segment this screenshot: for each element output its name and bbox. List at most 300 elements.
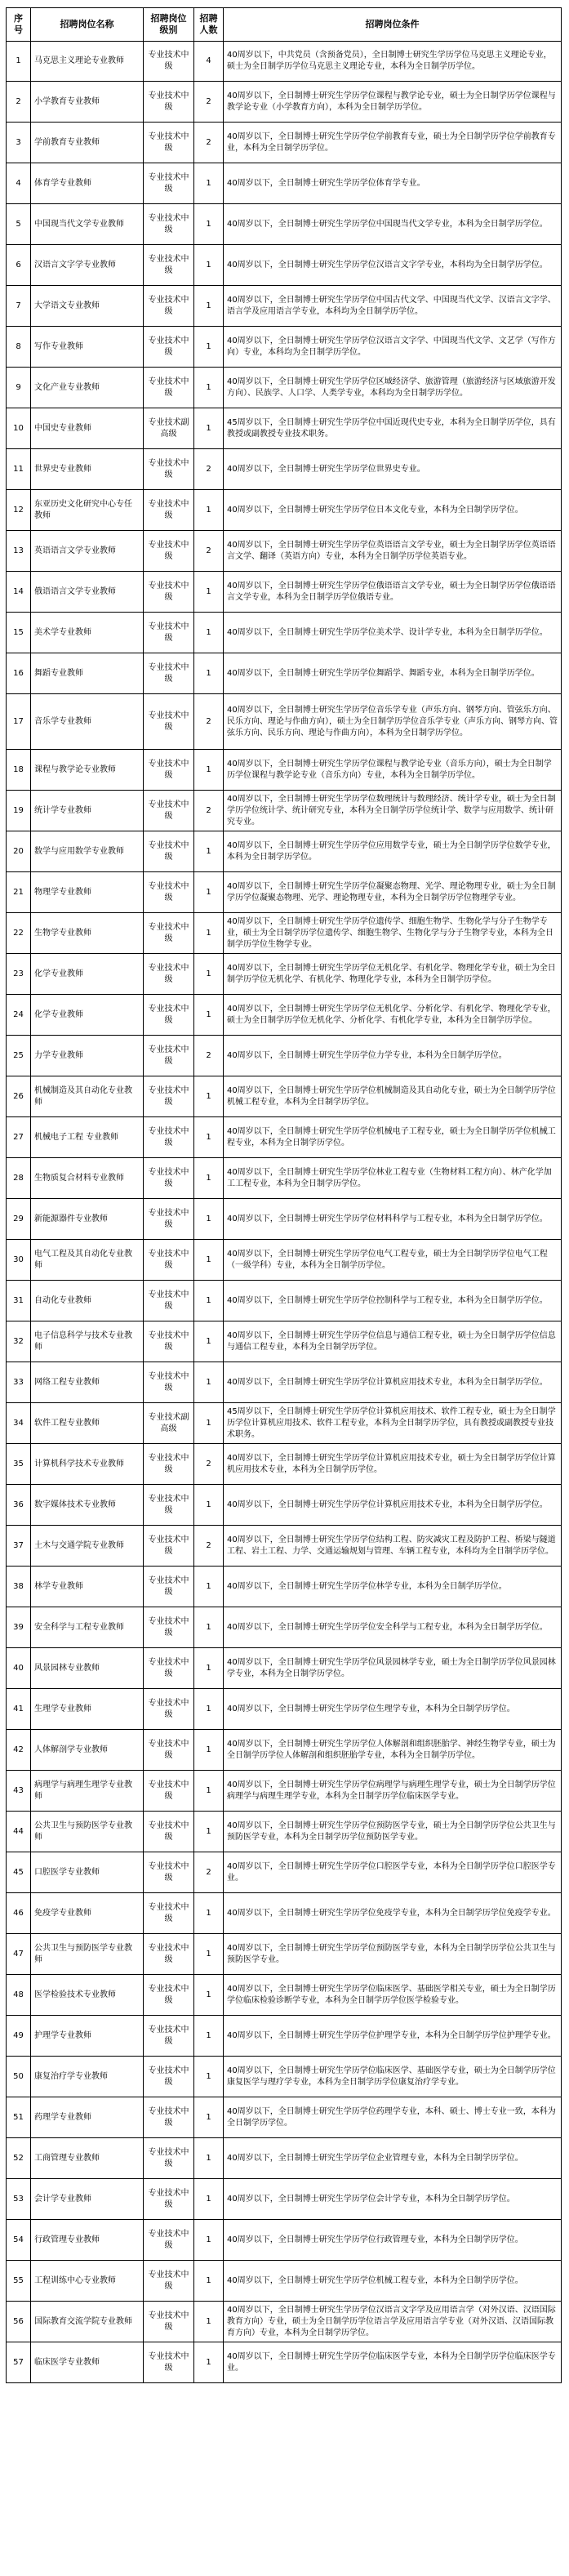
position-name: 风景园林专业教师 bbox=[31, 1648, 144, 1689]
headcount: 1 bbox=[194, 1567, 224, 1607]
position-name: 汉语言文字学专业教师 bbox=[31, 245, 144, 286]
position-name: 软件工程专业教师 bbox=[31, 1403, 144, 1444]
headcount: 1 bbox=[194, 1362, 224, 1403]
row-num: 32 bbox=[7, 1321, 31, 1362]
headcount: 1 bbox=[194, 2016, 224, 2057]
position-level: 专业技术中级 bbox=[144, 1444, 194, 1485]
position-name: 中国史专业教师 bbox=[31, 408, 144, 449]
position-name: 土木与交通学院专业教师 bbox=[31, 1526, 144, 1567]
position-name: 安全科学与工程专业教师 bbox=[31, 1607, 144, 1648]
position-level: 专业技术中级 bbox=[144, 1975, 194, 2016]
position-name: 马克思主义理论专业教师 bbox=[31, 42, 144, 82]
table-row bbox=[7, 1607, 562, 1648]
table-row bbox=[7, 449, 562, 490]
table-row bbox=[7, 1281, 562, 1321]
row-num: 1 bbox=[7, 42, 31, 82]
position-name: 生理学专业教师 bbox=[31, 1689, 144, 1730]
headcount: 1 bbox=[194, 163, 224, 204]
position-name: 物理学专业教师 bbox=[31, 872, 144, 913]
position-name: 生物学专业教师 bbox=[31, 913, 144, 954]
table-row bbox=[7, 1403, 562, 1444]
position-name: 新能源器件专业教师 bbox=[31, 1199, 144, 1240]
table-row bbox=[7, 913, 562, 954]
headcount: 1 bbox=[194, 1730, 224, 1771]
headcount: 2 bbox=[194, 1526, 224, 1567]
table-row bbox=[7, 1975, 562, 2016]
table-row bbox=[7, 2097, 562, 2138]
position-name: 医学检验技术专业教师 bbox=[31, 1975, 144, 2016]
table-row bbox=[7, 750, 562, 791]
row-num: 23 bbox=[7, 954, 31, 995]
table-row bbox=[7, 327, 562, 368]
conditions: 40周岁以下，全日制博士研究生学历学位口腔医学专业，本科为全日制学历学位口腔医学专业。 bbox=[224, 1852, 562, 1893]
position-level: 专业技术中级 bbox=[144, 245, 194, 286]
conditions: 40周岁以下，全日制博士研究生学历学位数理统计与数理经济、统计学专业，硕士为全日制学历学位统计学、统计研究专业，本科为全日制学历学位统计学、数学与应用数学、统计研究专业。 bbox=[224, 791, 562, 831]
position-level: 专业技术中级 bbox=[144, 1485, 194, 1526]
position-level: 专业技术中级 bbox=[144, 368, 194, 408]
position-level: 专业技术中级 bbox=[144, 1934, 194, 1975]
row-num: 11 bbox=[7, 449, 31, 490]
conditions: 40周岁以下，全日制博士研究生学历学位生理学专业，本科为全日制学历学位。 bbox=[224, 1689, 562, 1730]
position-name: 自动化专业教师 bbox=[31, 1281, 144, 1321]
position-level: 专业技术中级 bbox=[144, 995, 194, 1036]
position-name: 公共卫生与预防医学专业教师 bbox=[31, 1812, 144, 1852]
row-num: 21 bbox=[7, 872, 31, 913]
table-row bbox=[7, 1362, 562, 1403]
headcount: 1 bbox=[194, 368, 224, 408]
position-level: 专业技术中级 bbox=[144, 1852, 194, 1893]
headcount: 1 bbox=[194, 613, 224, 653]
position-level: 专业技术中级 bbox=[144, 1730, 194, 1771]
headcount: 2 bbox=[194, 694, 224, 750]
row-num: 24 bbox=[7, 995, 31, 1036]
table-row bbox=[7, 408, 562, 449]
row-num: 8 bbox=[7, 327, 31, 368]
position-level: 专业技术中级 bbox=[144, 1076, 194, 1117]
headcount: 1 bbox=[194, 1281, 224, 1321]
position-level: 专业技术中级 bbox=[144, 1036, 194, 1076]
table-row bbox=[7, 2138, 562, 2179]
headcount: 2 bbox=[194, 1852, 224, 1893]
headcount: 1 bbox=[194, 1117, 224, 1158]
position-level: 专业技术中级 bbox=[144, 1567, 194, 1607]
position-level: 专业技术中级 bbox=[144, 123, 194, 163]
table-row bbox=[7, 1036, 562, 1076]
position-name: 机械电子工程 专业教师 bbox=[31, 1117, 144, 1158]
conditions: 40周岁以下，全日制博士研究生学历学位机械电子工程专业，硕士为全日制学历学位机械工程专业，本科为全日制学历学位。 bbox=[224, 1117, 562, 1158]
position-name: 体育学专业教师 bbox=[31, 163, 144, 204]
table-row bbox=[7, 1771, 562, 1812]
row-num: 31 bbox=[7, 1281, 31, 1321]
row-num: 7 bbox=[7, 286, 31, 327]
table-row bbox=[7, 490, 562, 531]
header-headcount: 招聘人数 bbox=[194, 8, 224, 42]
row-num: 22 bbox=[7, 913, 31, 954]
position-name: 力学专业教师 bbox=[31, 1036, 144, 1076]
position-name: 统计学专业教师 bbox=[31, 791, 144, 831]
row-num: 19 bbox=[7, 791, 31, 831]
position-name: 机械制造及其自动化专业教师 bbox=[31, 1076, 144, 1117]
conditions: 40周岁以下，全日制博士研究生学历学位应用数学专业，硕士为全日制学历学位数学专业，本科为全日制学历学位。 bbox=[224, 831, 562, 872]
table-row bbox=[7, 204, 562, 245]
position-level: 专业技术中级 bbox=[144, 204, 194, 245]
position-name: 美术学专业教师 bbox=[31, 613, 144, 653]
table-row bbox=[7, 995, 562, 1036]
row-num: 49 bbox=[7, 2016, 31, 2057]
row-num: 45 bbox=[7, 1852, 31, 1893]
table-row bbox=[7, 1812, 562, 1852]
conditions: 40周岁以下，全日制博士研究生学历学位体育学专业。 bbox=[224, 163, 562, 204]
headcount: 1 bbox=[194, 2057, 224, 2097]
position-level: 专业技术中级 bbox=[144, 2179, 194, 2220]
row-num: 35 bbox=[7, 1444, 31, 1485]
row-num: 51 bbox=[7, 2097, 31, 2138]
table-row bbox=[7, 1444, 562, 1485]
position-level: 专业技术中级 bbox=[144, 163, 194, 204]
headcount: 1 bbox=[194, 1076, 224, 1117]
conditions: 40周岁以下，全日制博士研究生学历学位药理学专业，本科、硕士、博士专业一致，本科为全日制学历学位。 bbox=[224, 2097, 562, 2138]
table-row bbox=[7, 2302, 562, 2342]
conditions: 40周岁以下，全日制博士研究生学历学位学前教育专业，硕士为全日制学历学位学前教育专业，本科为全日制学历学位。 bbox=[224, 123, 562, 163]
headcount: 1 bbox=[194, 490, 224, 531]
position-level: 专业技术中级 bbox=[144, 2016, 194, 2057]
row-num: 30 bbox=[7, 1240, 31, 1281]
position-name: 化学专业教师 bbox=[31, 995, 144, 1036]
table-row bbox=[7, 245, 562, 286]
row-num: 41 bbox=[7, 1689, 31, 1730]
table-row bbox=[7, 2342, 562, 2383]
conditions: 40周岁以下，全日制博士研究生学历学位无机化学、分析化学、有机化学、物理化学专业，硕士为全日制学历学位无机化学、分析化学、有机化学专业，本科为全日制学历学位。 bbox=[224, 995, 562, 1036]
conditions: 40周岁以下，全日制博士研究生学历学位会计学专业，本科为全日制学历学位。 bbox=[224, 2179, 562, 2220]
row-num: 50 bbox=[7, 2057, 31, 2097]
position-name: 学前教育专业教师 bbox=[31, 123, 144, 163]
table-row bbox=[7, 1117, 562, 1158]
conditions: 40周岁以下，全日制博士研究生学历学位临床医学专业，本科为全日制学历学位临床医学专业。 bbox=[224, 2342, 562, 2383]
table-row bbox=[7, 1730, 562, 1771]
conditions: 40周岁以下，全日制博士研究生学历学位材料科学与工程专业，本科为全日制学历学位。 bbox=[224, 1199, 562, 1240]
conditions: 40周岁以下，全日制博士研究生学历学位机械工程专业，本科为全日制学历学位。 bbox=[224, 2261, 562, 2302]
recruitment-table bbox=[6, 7, 562, 2383]
position-name: 生物质复合材料专业教师 bbox=[31, 1158, 144, 1199]
headcount: 2 bbox=[194, 449, 224, 490]
conditions: 40周岁以下，全日制博士研究生学历学位汉语言文字学专业，本科均为全日制学历学位。 bbox=[224, 245, 562, 286]
conditions: 40周岁以下，全日制博士研究生学历学位美术学、设计学专业，本科为全日制学历学位。 bbox=[224, 613, 562, 653]
position-name: 东亚历史文化研究中心专任教师 bbox=[31, 490, 144, 531]
row-num: 48 bbox=[7, 1975, 31, 2016]
position-level: 专业技术中级 bbox=[144, 82, 194, 123]
headcount: 1 bbox=[194, 2261, 224, 2302]
table-row bbox=[7, 1158, 562, 1199]
headcount: 1 bbox=[194, 995, 224, 1036]
row-num: 42 bbox=[7, 1730, 31, 1771]
row-num: 37 bbox=[7, 1526, 31, 1567]
position-name: 数学与应用数学专业教师 bbox=[31, 831, 144, 872]
table-row bbox=[7, 1199, 562, 1240]
position-level: 专业技术中级 bbox=[144, 490, 194, 531]
conditions: 40周岁以下，全日制博士研究生学历学位安全科学与工程专业，本科为全日制学历学位。 bbox=[224, 1607, 562, 1648]
conditions: 40周岁以下，全日制博士研究生学历学位控制科学与工程专业，本科为全日制学历学位。 bbox=[224, 1281, 562, 1321]
position-level: 专业技术中级 bbox=[144, 872, 194, 913]
table-body bbox=[7, 42, 562, 2383]
position-name: 小学教育专业教师 bbox=[31, 82, 144, 123]
position-level: 专业技术中级 bbox=[144, 694, 194, 750]
conditions: 40周岁以下，全日制博士研究生学历学位计算机应用技术专业，本科为全日制学历学位。 bbox=[224, 1485, 562, 1526]
headcount: 1 bbox=[194, 2097, 224, 2138]
conditions: 40周岁以下，全日制博士研究生学历学位行政管理专业，本科为全日制学历学位。 bbox=[224, 2220, 562, 2261]
position-level: 专业技术中级 bbox=[144, 954, 194, 995]
conditions: 40周岁以下，全日制博士研究生学历学位音乐学专业（声乐方向、钢琴方向、管弦乐方向、民乐方向、理论与作曲方向），硕士为全日制学历学位音乐学专业（声乐方向、钢琴方向、管弦乐方向、民乐方向、理论与作曲方向），本科为全日制学历学位。 bbox=[224, 694, 562, 750]
position-name: 国际教育交流学院专业教师 bbox=[31, 2302, 144, 2342]
row-num: 39 bbox=[7, 1607, 31, 1648]
position-name: 会计学专业教师 bbox=[31, 2179, 144, 2220]
position-level: 专业技术中级 bbox=[144, 613, 194, 653]
row-num: 40 bbox=[7, 1648, 31, 1689]
position-name: 大学语文专业教师 bbox=[31, 286, 144, 327]
row-num: 46 bbox=[7, 1893, 31, 1934]
position-level: 专业技术中级 bbox=[144, 42, 194, 82]
conditions: 40周岁以下，中共党员（含预备党员），全日制博士研究生学历学位马克思主义理论专业，硕士为全日制学历学位马克思主义理论专业，本科为全日制学历学位。 bbox=[224, 42, 562, 82]
table-row bbox=[7, 1076, 562, 1117]
conditions: 45周岁以下，全日制博士研究生学历学位中国近现代史专业，本科为全日制学历学位，具有教授或副教授专业技术职务。 bbox=[224, 408, 562, 449]
position-name: 口腔医学专业教师 bbox=[31, 1852, 144, 1893]
row-num: 53 bbox=[7, 2179, 31, 2220]
row-num: 18 bbox=[7, 750, 31, 791]
conditions: 40周岁以下，全日制博士研究生学历学位英语语言文学专业，硕士为全日制学历学位英语语言文学、翻译（英语方向）专业，本科为全日制学历学位英语专业。 bbox=[224, 531, 562, 572]
row-num: 57 bbox=[7, 2342, 31, 2383]
position-name: 音乐学专业教师 bbox=[31, 694, 144, 750]
position-name: 俄语语言文学专业教师 bbox=[31, 572, 144, 613]
table-row bbox=[7, 1934, 562, 1975]
position-name: 药理学专业教师 bbox=[31, 2097, 144, 2138]
position-level: 专业技术中级 bbox=[144, 449, 194, 490]
position-name: 病理学与病理生理学专业教师 bbox=[31, 1771, 144, 1812]
conditions: 40周岁以下，全日制博士研究生学历学位舞蹈学、舞蹈专业，本科为全日制学历学位。 bbox=[224, 653, 562, 694]
table-row bbox=[7, 163, 562, 204]
headcount: 1 bbox=[194, 572, 224, 613]
headcount: 1 bbox=[194, 327, 224, 368]
row-num: 14 bbox=[7, 572, 31, 613]
row-num: 55 bbox=[7, 2261, 31, 2302]
position-level: 专业技术中级 bbox=[144, 572, 194, 613]
headcount: 1 bbox=[194, 831, 224, 872]
row-num: 27 bbox=[7, 1117, 31, 1158]
headcount: 1 bbox=[194, 286, 224, 327]
table-row bbox=[7, 1567, 562, 1607]
table-row bbox=[7, 831, 562, 872]
conditions: 45周岁以下，全日制博士研究生学历学位计算机应用技术、软件工程专业，硕士为全日制学历学位计算机应用技术、软件工程专业，本科为全日制学历学位，具有教授或副教授专业技术职务。 bbox=[224, 1403, 562, 1444]
position-name: 世界史专业教师 bbox=[31, 449, 144, 490]
headcount: 2 bbox=[194, 123, 224, 163]
position-level: 专业技术中级 bbox=[144, 1648, 194, 1689]
position-level: 专业技术中级 bbox=[144, 531, 194, 572]
position-level: 专业技术中级 bbox=[144, 327, 194, 368]
table-row bbox=[7, 2057, 562, 2097]
conditions: 40周岁以下，全日制博士研究生学历学位免疫学专业，本科为全日制学历学位免疫学专业。 bbox=[224, 1893, 562, 1934]
conditions: 40周岁以下，全日制博士研究生学历学位中国古代文学、中国现当代文学、汉语言文字学、语言学及应用语言学专业，本科均为全日制学历学位。 bbox=[224, 286, 562, 327]
position-level: 专业技术副高级 bbox=[144, 408, 194, 449]
header-num: 序号 bbox=[7, 8, 31, 42]
conditions: 40周岁以下，全日制博士研究生学历学位林学专业，本科为全日制学历学位。 bbox=[224, 1567, 562, 1607]
headcount: 1 bbox=[194, 1240, 224, 1281]
table-row bbox=[7, 1485, 562, 1526]
row-num: 17 bbox=[7, 694, 31, 750]
position-level: 专业技术中级 bbox=[144, 750, 194, 791]
headcount: 1 bbox=[194, 204, 224, 245]
conditions: 40周岁以下，全日制博士研究生学历学位凝聚态物理、光学、理论物理专业，硕士为全日制学历学位凝聚态物理、光学、理论物理专业，本科为全日制学历学位物理学专业。 bbox=[224, 872, 562, 913]
conditions: 40周岁以下，全日制博士研究生学历学位结构工程、防灾减灾工程及防护工程、桥梁与隧道工程、岩土工程、力学、交通运输规划与管理、车辆工程专业，本科均为全日制学历学位。 bbox=[224, 1526, 562, 1567]
table-row bbox=[7, 1526, 562, 1567]
headcount: 1 bbox=[194, 1403, 224, 1444]
position-level: 专业技术中级 bbox=[144, 1362, 194, 1403]
position-level: 专业技术中级 bbox=[144, 2342, 194, 2383]
row-num: 20 bbox=[7, 831, 31, 872]
conditions: 40周岁以下，全日制博士研究生学历学位预防医学专业，硕士为全日制学历学位公共卫生与预防医学专业，本科为全日制学历学位预防医学专业。 bbox=[224, 1812, 562, 1852]
headcount: 2 bbox=[194, 791, 224, 831]
position-name: 公共卫生与预防医学专业教师 bbox=[31, 1934, 144, 1975]
conditions: 40周岁以下，全日制博士研究生学历学位计算机应用技术专业，本科为全日制学历学位。 bbox=[224, 1362, 562, 1403]
table-row bbox=[7, 2220, 562, 2261]
conditions: 40周岁以下，全日制博士研究生学历学位临床医学、基础医学相关专业，硕士为全日制学历学位临床检验诊断学专业，本科为全日制学历学位医学检验专业。 bbox=[224, 1975, 562, 2016]
headcount: 1 bbox=[194, 1893, 224, 1934]
row-num: 3 bbox=[7, 123, 31, 163]
row-num: 33 bbox=[7, 1362, 31, 1403]
position-name: 免疫学专业教师 bbox=[31, 1893, 144, 1934]
conditions: 40周岁以下，全日制博士研究生学历学位预防医学专业，本科为全日制学历学位公共卫生与预防医学专业。 bbox=[224, 1934, 562, 1975]
table-row bbox=[7, 1893, 562, 1934]
headcount: 2 bbox=[194, 82, 224, 123]
header-conditions: 招聘岗位条件 bbox=[224, 8, 562, 42]
row-num: 16 bbox=[7, 653, 31, 694]
position-level: 专业技术中级 bbox=[144, 1812, 194, 1852]
position-name: 工商管理专业教师 bbox=[31, 2138, 144, 2179]
conditions: 40周岁以下，全日制博士研究生学历学位护理学专业，本科为全日制学历学位护理学专业。 bbox=[224, 2016, 562, 2057]
position-level: 专业技术副高级 bbox=[144, 1403, 194, 1444]
headcount: 1 bbox=[194, 2179, 224, 2220]
row-num: 25 bbox=[7, 1036, 31, 1076]
row-num: 52 bbox=[7, 2138, 31, 2179]
headcount: 1 bbox=[194, 1321, 224, 1362]
headcount: 1 bbox=[194, 954, 224, 995]
headcount: 1 bbox=[194, 1689, 224, 1730]
position-name: 中国现当代文学专业教师 bbox=[31, 204, 144, 245]
position-level: 专业技术中级 bbox=[144, 1771, 194, 1812]
row-num: 12 bbox=[7, 490, 31, 531]
table-row bbox=[7, 1240, 562, 1281]
headcount: 1 bbox=[194, 2302, 224, 2342]
position-name: 行政管理专业教师 bbox=[31, 2220, 144, 2261]
conditions: 40周岁以下，全日制博士研究生学历学位计算机应用技术专业，硕士为全日制学历学位计算机应用技术专业，本科为全日制学历学位。 bbox=[224, 1444, 562, 1485]
headcount: 1 bbox=[194, 408, 224, 449]
headcount: 1 bbox=[194, 872, 224, 913]
conditions: 40周岁以下，全日制博士研究生学历学位无机化学、有机化学、物理化学专业，硕士为全日制学历学位无机化学、有机化学、物理化学专业，本科为全日制学历学位。 bbox=[224, 954, 562, 995]
row-num: 34 bbox=[7, 1403, 31, 1444]
table-row bbox=[7, 1689, 562, 1730]
position-level: 专业技术中级 bbox=[144, 913, 194, 954]
table-row bbox=[7, 42, 562, 82]
headcount: 2 bbox=[194, 1036, 224, 1076]
row-num: 54 bbox=[7, 2220, 31, 2261]
headcount: 2 bbox=[194, 1444, 224, 1485]
position-name: 写作专业教师 bbox=[31, 327, 144, 368]
conditions: 40周岁以下，全日制博士研究生学历学位信息与通信工程专业，硕士为全日制学历学位信息与通信工程专业，本科为全日制学历学位。 bbox=[224, 1321, 562, 1362]
headcount: 1 bbox=[194, 653, 224, 694]
row-num: 47 bbox=[7, 1934, 31, 1975]
position-level: 专业技术中级 bbox=[144, 653, 194, 694]
table-row bbox=[7, 531, 562, 572]
conditions: 40周岁以下，全日制博士研究生学历学位林业工程专业（生物材料工程方向）、林产化学加工工程专业，本科为全日制学历学位。 bbox=[224, 1158, 562, 1199]
headcount: 1 bbox=[194, 1812, 224, 1852]
headcount: 1 bbox=[194, 1934, 224, 1975]
conditions: 40周岁以下，全日制博士研究生学历学位临床医学、基础医学专业，硕士为全日制学历学位康复医学与理疗学专业，本科为全日制学历学位康复治疗学专业。 bbox=[224, 2057, 562, 2097]
table-row bbox=[7, 1852, 562, 1893]
headcount: 1 bbox=[194, 245, 224, 286]
conditions: 40周岁以下，全日制博士研究生学历学位电气工程专业，硕士为全日制学历学位电气工程（一级学科）专业，本科为全日制学历学位。 bbox=[224, 1240, 562, 1281]
headcount: 4 bbox=[194, 42, 224, 82]
row-num: 10 bbox=[7, 408, 31, 449]
conditions: 40周岁以下，全日制博士研究生学历学位世界史专业。 bbox=[224, 449, 562, 490]
position-name: 课程与教学论专业教师 bbox=[31, 750, 144, 791]
position-name: 化学专业教师 bbox=[31, 954, 144, 995]
position-name: 计算机科学技术专业教师 bbox=[31, 1444, 144, 1485]
conditions: 40周岁以下，全日制博士研究生学历学位课程与教学论专业（音乐方向），硕士为全日制学历学位课程与教学论专业（音乐方向）专业，本科为全日制学历学位。 bbox=[224, 750, 562, 791]
table-row bbox=[7, 286, 562, 327]
position-name: 康复治疗学专业教师 bbox=[31, 2057, 144, 2097]
position-name: 林学专业教师 bbox=[31, 1567, 144, 1607]
row-num: 43 bbox=[7, 1771, 31, 1812]
row-num: 6 bbox=[7, 245, 31, 286]
row-num: 15 bbox=[7, 613, 31, 653]
row-num: 5 bbox=[7, 204, 31, 245]
header-position-name: 招聘岗位名称 bbox=[31, 8, 144, 42]
conditions: 40周岁以下，全日制博士研究生学历学位汉语言文字学及应用语言学（对外汉语、汉语国际教育方向）专业，硕士为全日制学历学位语言学及应用语言学专业（对外汉语、汉语国际教育方向）专业，本科为全日制学历学位。 bbox=[224, 2302, 562, 2342]
row-num: 56 bbox=[7, 2302, 31, 2342]
headcount: 1 bbox=[194, 2342, 224, 2383]
headcount: 1 bbox=[194, 2220, 224, 2261]
conditions: 40周岁以下，全日制博士研究生学历学位中国现当代文学专业，本科为全日制学历学位。 bbox=[224, 204, 562, 245]
table-row bbox=[7, 2016, 562, 2057]
position-level: 专业技术中级 bbox=[144, 1321, 194, 1362]
position-level: 专业技术中级 bbox=[144, 1158, 194, 1199]
table-row bbox=[7, 791, 562, 831]
conditions: 40周岁以下，全日制博士研究生学历学位汉语言文字学、中国现当代文学、文艺学（写作方向）专业，本科均为全日制学历学位。 bbox=[224, 327, 562, 368]
headcount: 1 bbox=[194, 1771, 224, 1812]
position-name: 网络工程专业教师 bbox=[31, 1362, 144, 1403]
row-num: 26 bbox=[7, 1076, 31, 1117]
position-name: 护理学专业教师 bbox=[31, 2016, 144, 2057]
position-name: 临床医学专业教师 bbox=[31, 2342, 144, 2383]
table-row bbox=[7, 1321, 562, 1362]
headcount: 1 bbox=[194, 1158, 224, 1199]
headcount: 1 bbox=[194, 1607, 224, 1648]
table-row bbox=[7, 653, 562, 694]
position-level: 专业技术中级 bbox=[144, 1199, 194, 1240]
conditions: 40周岁以下，全日制博士研究生学历学位课程与教学论专业，硕士为全日制学历学位课程与教学论专业（小学教育方向），本科为全日制学历学位。 bbox=[224, 82, 562, 123]
position-name: 电子信息科学与技术专业教师 bbox=[31, 1321, 144, 1362]
conditions: 40周岁以下，全日制博士研究生学历学位机械制造及其自动化专业，硕士为全日制学历学位机械工程专业，本科为全日制学历学位。 bbox=[224, 1076, 562, 1117]
conditions: 40周岁以下，全日制博士研究生学历学位日本文化专业，本科为全日制学历学位。 bbox=[224, 490, 562, 531]
row-num: 29 bbox=[7, 1199, 31, 1240]
position-level: 专业技术中级 bbox=[144, 2261, 194, 2302]
headcount: 2 bbox=[194, 531, 224, 572]
row-num: 9 bbox=[7, 368, 31, 408]
table-row bbox=[7, 2261, 562, 2302]
table-row bbox=[7, 123, 562, 163]
table-row bbox=[7, 613, 562, 653]
position-level: 专业技术中级 bbox=[144, 2220, 194, 2261]
position-level: 专业技术中级 bbox=[144, 1526, 194, 1567]
position-name: 人体解剖学专业教师 bbox=[31, 1730, 144, 1771]
conditions: 40周岁以下，全日制博士研究生学历学位风景园林学专业，硕士为全日制学历学位风景园林学专业，本科为全日制学历学位。 bbox=[224, 1648, 562, 1689]
